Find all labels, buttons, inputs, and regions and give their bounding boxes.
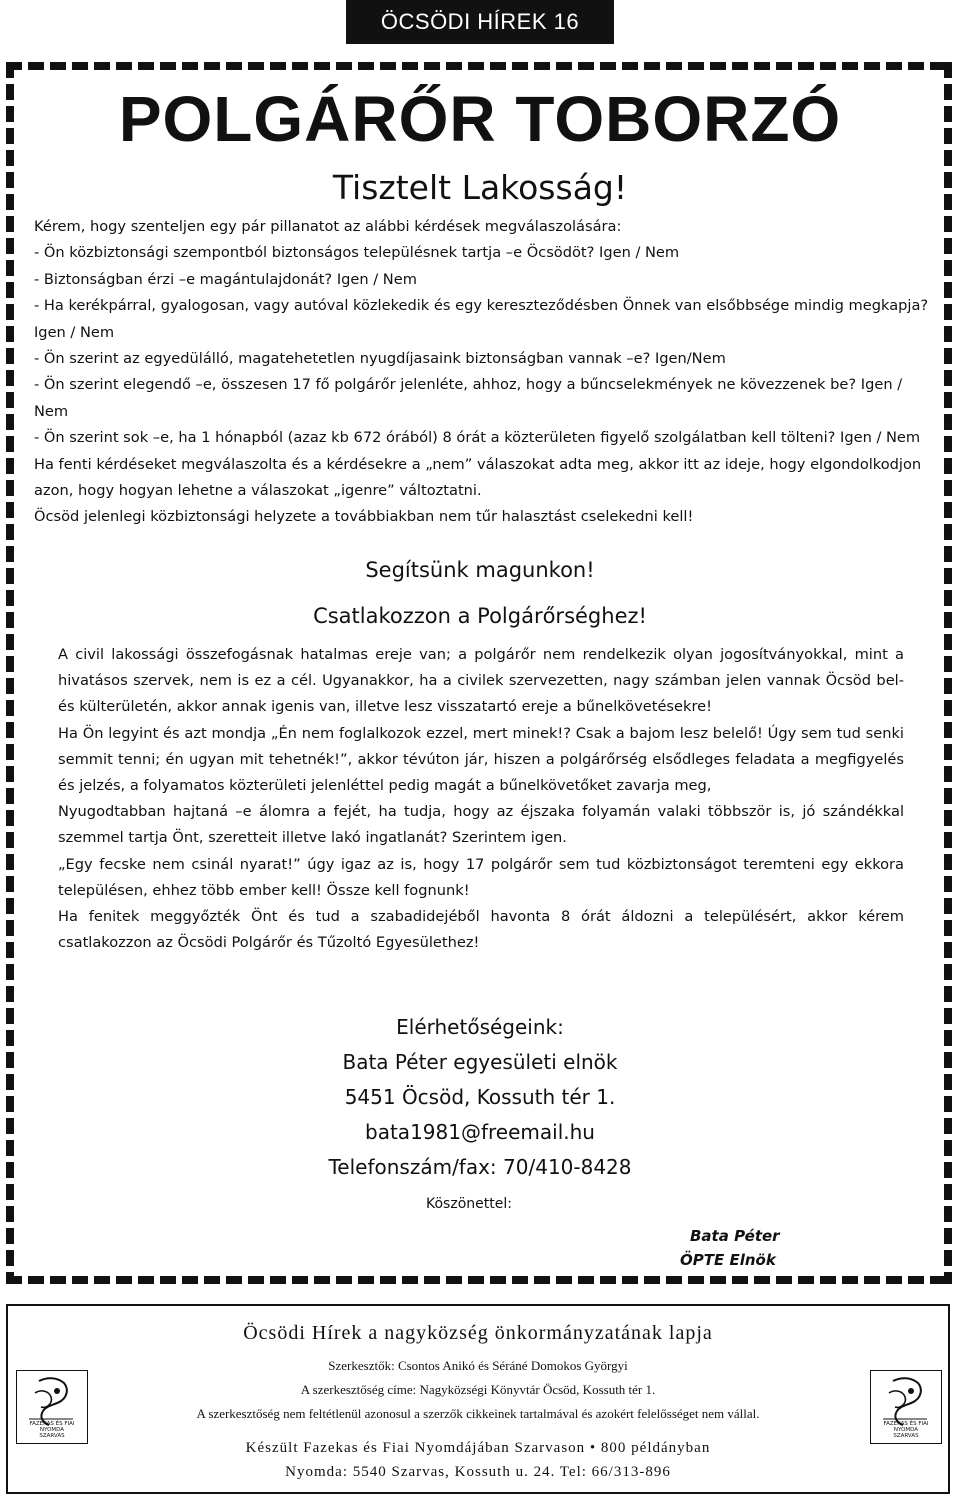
question-item: - Ön szerint elegendő –e, összesen 17 fő polgárőr jelenléte, ahhoz, hogy a bűncselekmények ne kövezzenek be? Igen / Nem (34, 376, 903, 420)
printer-logo-text (17, 1421, 87, 1439)
question-conclusion: Öcsöd jelenlegi közbiztonsági helyzete a továbbiakban nem tűr halasztást cselekedni kell! (34, 508, 694, 526)
appeal-body (58, 642, 904, 956)
printer-logo-name: FAZEKAS ÉS FIAI NYOMDA (29, 1421, 75, 1433)
signature (680, 1224, 780, 1272)
footer-printer: Nyomda: 5540 Szarvas, Kossuth u. 24. Tel: 66/313-896 (285, 1464, 671, 1480)
appeal-paragraph: Nyugodtabban hajtaná –e álomra a fejét, ha tudja, hogy az éjszaka folyamán valaki többször is, jó szándékkal szemmel tartja Önt, szeretteit illetve lakó ingatlanát? Szerintem igen. (58, 803, 904, 847)
greeting: Tisztelt Lakosság! (332, 168, 628, 207)
printer-logo-left (16, 1370, 88, 1444)
question-intro: Kérem, hogy szenteljen egy pár pillanatot az alábbi kérdések megválaszolására: (34, 218, 622, 235)
footer-address: A szerkesztőség címe: Nagyközségi Könyvtár Öcsöd, Kossuth tér 1. (300, 1382, 656, 1397)
footer-editors: Szerkesztők: Csontos Anikó és Séráné Domokos Györgyi (328, 1358, 628, 1373)
thanks-text: Köszönettel: (426, 1196, 512, 1212)
contact-phone: Telefonszám/fax: 70/410-8428 (328, 1155, 632, 1179)
slogan-join: Csatlakozzon a Polgárőrséghez! (313, 604, 647, 628)
contact-heading: Elérhetőségeink: (396, 1015, 564, 1039)
frame-top (6, 62, 952, 70)
printer-logo-city: SZARVAS (39, 1433, 65, 1439)
question-item: - Ön közbiztonsági szempontból biztonságos településnek tartja –e Öcsödöt? Igen / Nem (34, 244, 680, 262)
question-item: - Biztonságban érzi –e magántulajdonát? Igen / Nem (34, 270, 417, 288)
appeal-paragraph: „Egy fecske nem csinál nyarat!” úgy igaz az is, hogy 17 polgárőr sem tud közbiztonságot teremteni egy ekkora településen, ehhez több ember kell! Össze kell fognunk! (58, 855, 904, 899)
footer-disclaimer: A szerkesztőség nem feltétlenül azonosul a szerzők cikkeinek tartalmával és azokért felelősséget nem vállal. (196, 1406, 760, 1421)
printer-logo-right (870, 1370, 942, 1444)
appeal-paragraph: Ha Ön legyint és azt mondja „Én nem foglalkozok ezzel, mert minek!? Csak a bajom lesz belelő! Úgy sem tud senki semmit tenni; én ugyan mit tehetnék!”, akkor tévúton jár, hiszen a polgárőrség elsődleges feladata a megfigyelés és jelzés, a folyamatos közterületi jelenléttel pedig magát a bűnelkövetőket zavarja meg, (58, 724, 904, 795)
contact-block (0, 1010, 960, 1185)
question-item: - Ha kerékpárral, gyalogosan, vagy autóval közlekedik és egy kereszteződésben Önnek van elsőbbsége mindig megkapja? Igen / Nem (34, 297, 929, 341)
page-header-tab: ÖCSÖDI HÍREK 16 (346, 0, 614, 44)
printer-logo-name: FAZEKAS ÉS FIAI NYOMDA (883, 1421, 929, 1433)
question-conclusion: Ha fenti kérdéseket megválaszolta és a kérdésekre a „nem” válaszokat adta meg, akkor itt az ideje, hogy elgondolkodjon azon, hogy hogyan lehetne a válaszokat „igenre” változtatni. (34, 455, 922, 500)
contact-email[interactable]: bata1981@freemail.hu (365, 1120, 595, 1144)
footer-printed: Készült Fazekas és Fiai Nyomdájában Szarvason • 800 példányban (245, 1440, 711, 1456)
frame-bottom (6, 1276, 952, 1284)
appeal-paragraph: Ha fenitek meggyőzték Önt és tud a szabadidejéből havonta 8 órát áldozni a településért, akkor kérem csatlakozzon az Öcsödi Polgárőr és Tűzoltó Egyesülethez! (58, 908, 904, 952)
footer-box (6, 1304, 950, 1494)
questions-block (34, 214, 930, 531)
page-title: POLGÁRŐR TOBORZÓ (118, 83, 842, 155)
appeal-paragraph: A civil lakossági összefogásnak hatalmas ereje van; a polgárőr nem rendelkezik olyan jogosítványokkal, mint a hivatásos szervek, nem is ez a cél. Ugyanakkor, ha a civilek szervezetten, nagy számban jelen vannak Öcsöd bel- és külterületén, akkor annak igenis van, illetve lesz visszatartó ereje a bűnelkövetésekre! (58, 646, 904, 716)
question-item: - Ön szerint az egyedülálló, magatehetetlen nyugdíjasaink biztonságban vannak –e? Igen/Nem (34, 350, 726, 368)
question-item: - Ön szerint sok –e, ha 1 hónapból (azaz kb 672 órából) 8 órát a közterületen figyelő szolgálatban kell tölteni? Igen / Nem (34, 429, 921, 447)
printer-logo-text (871, 1421, 941, 1439)
footer-title: Öcsödi Hírek a nagyközség önkormányzatának lapja (243, 1322, 713, 1344)
slogan-help: Segítsünk magunkon! (365, 558, 595, 582)
printer-logo-city: SZARVAS (893, 1433, 919, 1439)
contact-address: 5451 Öcsöd, Kossuth tér 1. (344, 1085, 616, 1109)
signature-role: ÖPTE Elnök (680, 1251, 776, 1269)
signature-name: Bata Péter (690, 1227, 780, 1245)
contact-name: Bata Péter egyesületi elnök (342, 1050, 618, 1074)
